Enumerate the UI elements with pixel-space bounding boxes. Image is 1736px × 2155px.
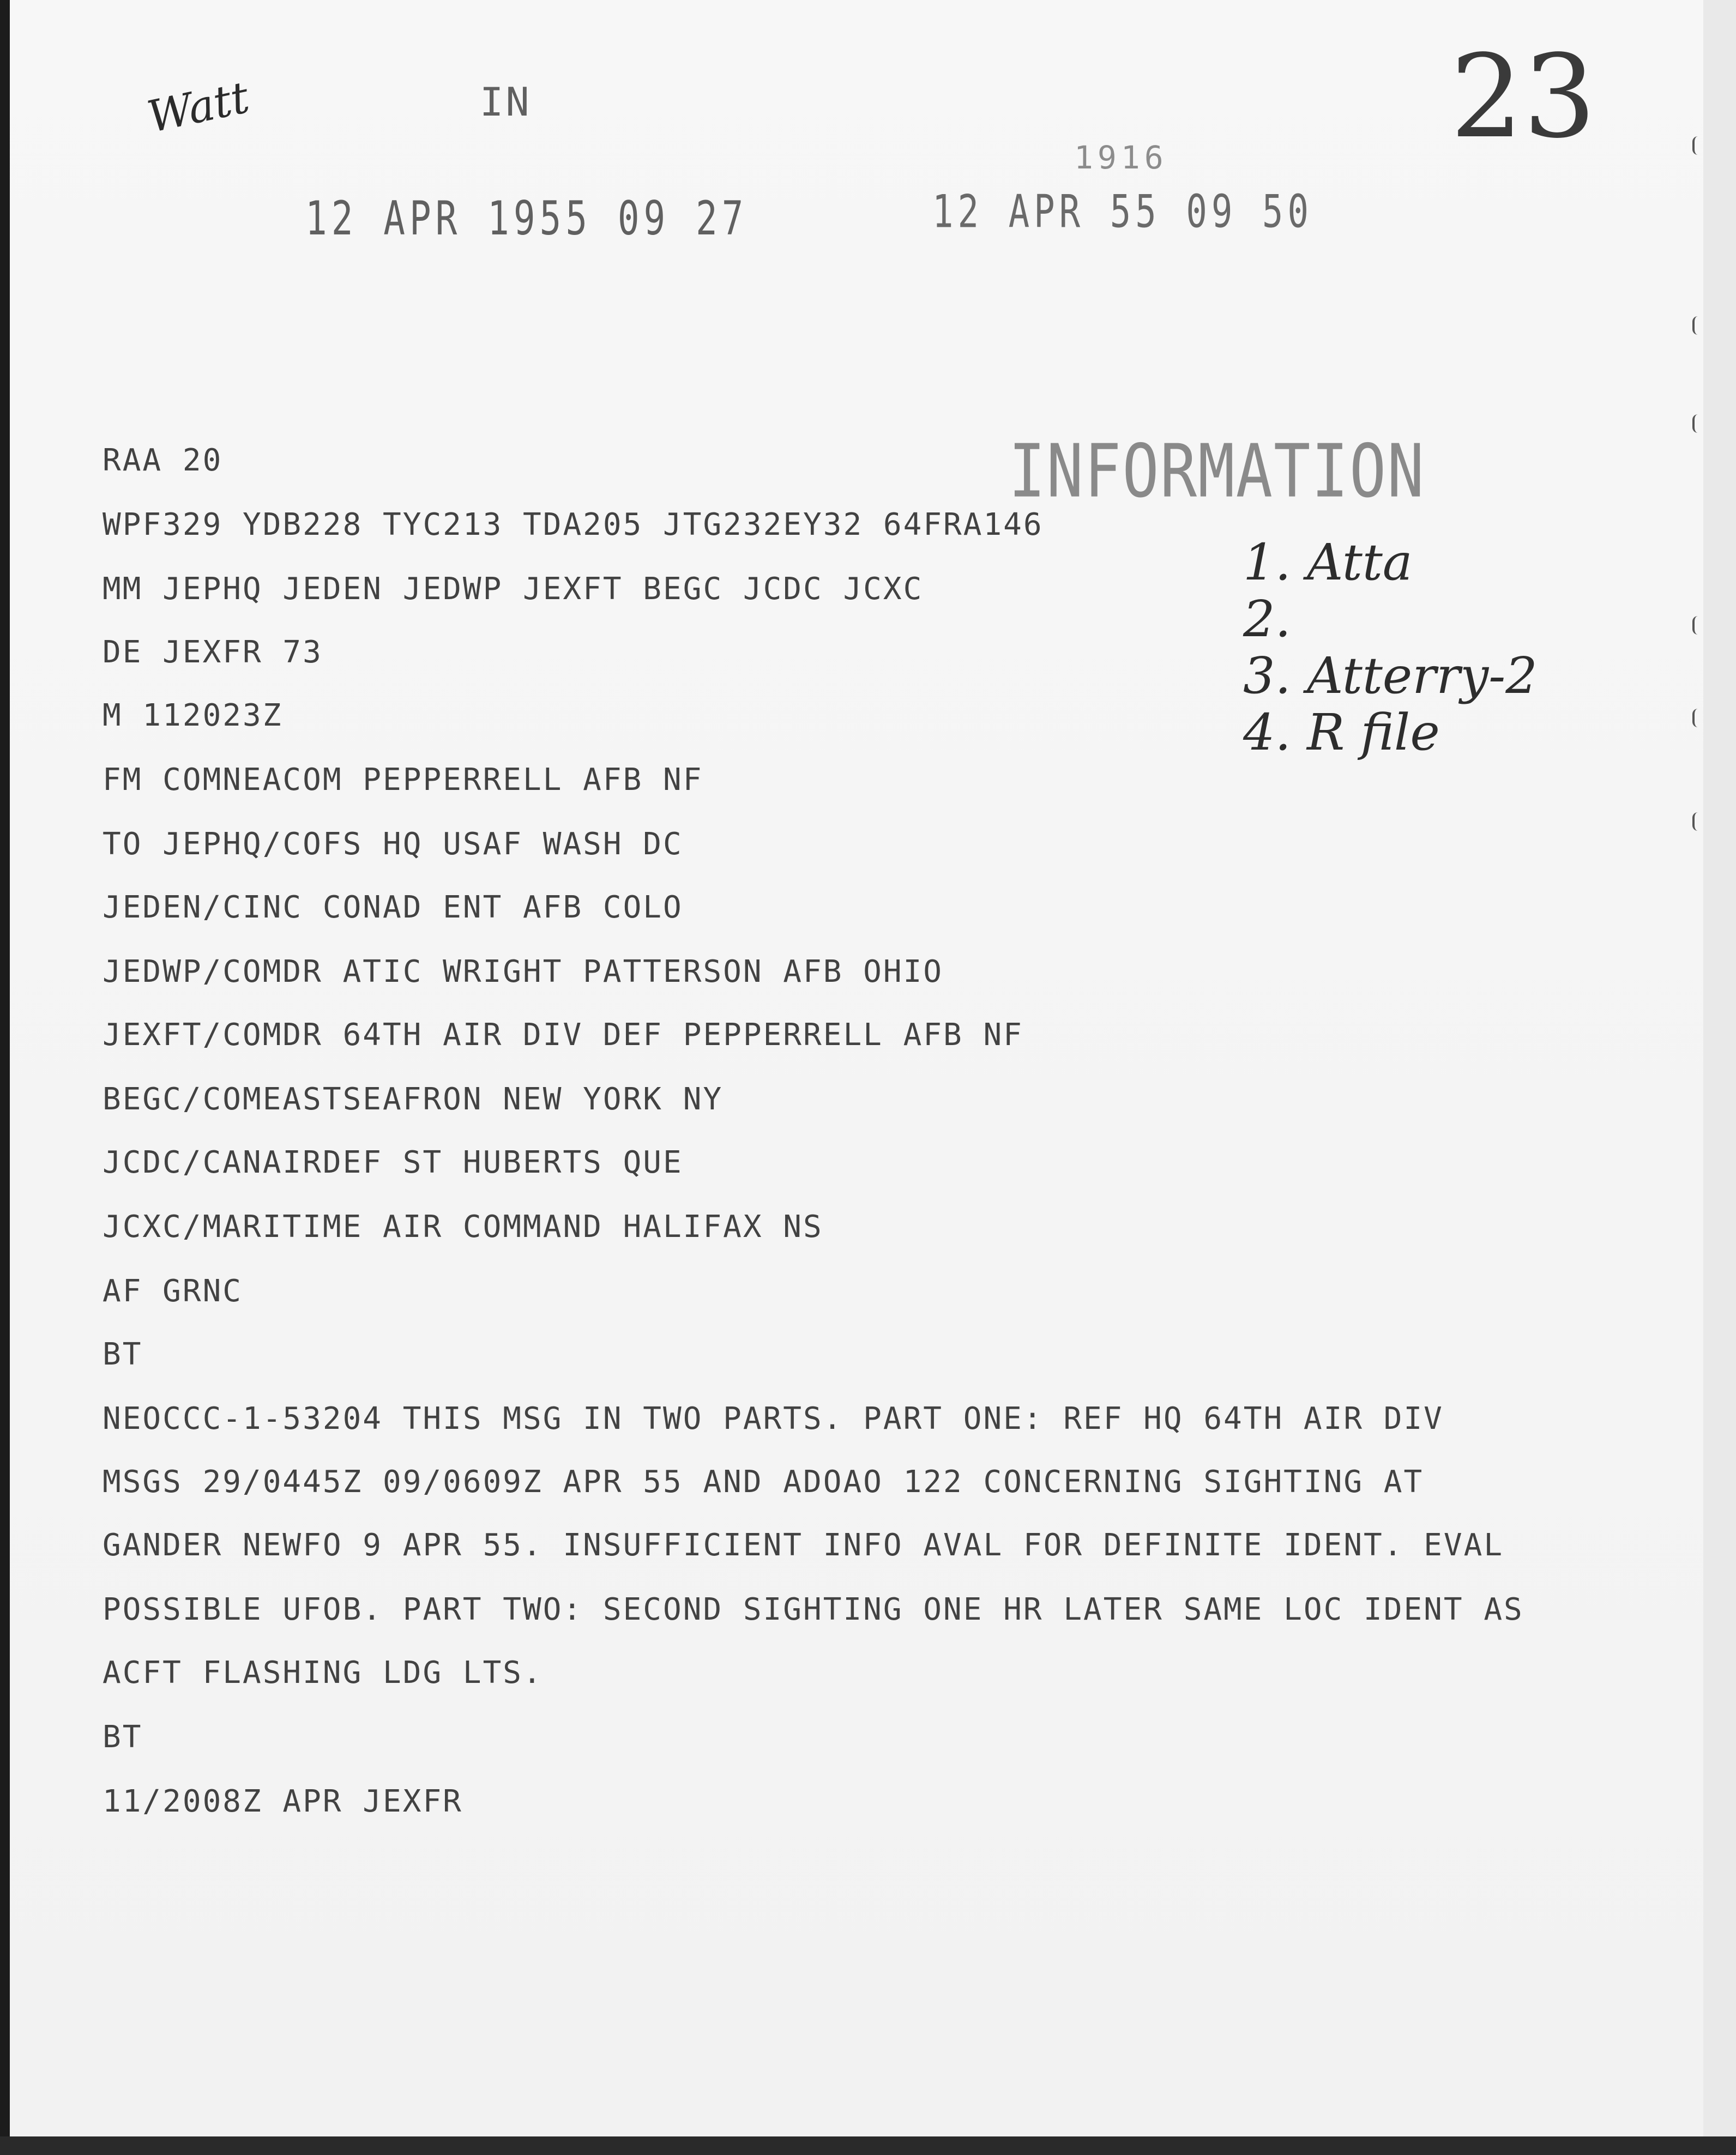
message-line: JEXFT/COMDR 64TH AIR DIV DEF PEPPERRELL AFB NF	[103, 1017, 1023, 1053]
message-line: JEDWP/COMDR ATIC WRIGHT PATTERSON AFB OHIO	[103, 954, 944, 989]
small-stamp: 1916	[1074, 139, 1168, 176]
second-time-stamp: 12 APR 55 09 50	[932, 185, 1313, 239]
film-edge-right	[1703, 0, 1736, 2155]
page-number: 23	[1450, 30, 1596, 164]
film-edge-bottom	[0, 2136, 1736, 2155]
received-stamp: 12 APR 1955 09 27	[305, 191, 748, 246]
information-stamp: INFORMATION	[1009, 429, 1425, 514]
in-label: IN	[480, 79, 532, 125]
message-line: WPF329 YDB228 TYC213 TDA205 JTG232EY32 64FRA146	[103, 507, 1044, 542]
message-line: BT	[103, 1719, 143, 1755]
message-line: FM COMNEACOM PEPPERRELL AFB NF	[103, 762, 703, 798]
margin-mark	[1692, 812, 1698, 831]
message-line: GANDER NEWFO 9 APR 55. INSUFFICIENT INFO AVAL FOR DEFINITE IDENT. EVAL	[103, 1528, 1504, 1563]
routing-line: 1. Atta	[1243, 533, 1413, 591]
routing-line: 2.	[1243, 590, 1291, 648]
message-line: ACFT FLASHING LDG LTS.	[103, 1655, 543, 1691]
message-line: MSGS 29/0445Z 09/0609Z APR 55 AND ADOAO 122 CONCERNING SIGHTING AT	[103, 1464, 1424, 1500]
margin-mark	[1692, 616, 1698, 635]
margin-mark	[1692, 316, 1698, 335]
routing-notes	[1243, 534, 1538, 761]
message-line: RAA 20	[103, 443, 223, 478]
message-line: DE JEXFR 73	[103, 635, 323, 670]
message-line: TO JEPHQ/COFS HQ USAF WASH DC	[103, 826, 683, 862]
message-line: 11/2008Z APR JEXFR	[103, 1784, 463, 1819]
message-line: M 112023Z	[103, 698, 283, 733]
margin-mark	[1692, 414, 1698, 433]
message-line: BT	[103, 1337, 143, 1372]
message-line: JCDC/CANAIRDEF ST HUBERTS QUE	[103, 1145, 683, 1180]
handwritten-initials: Watt	[143, 71, 254, 143]
routing-line: 4. R file	[1243, 703, 1440, 762]
message-line: JCXC/MARITIME AIR COMMAND HALIFAX NS	[103, 1209, 823, 1245]
margin-mark	[1692, 709, 1698, 727]
message-line: JEDEN/CINC CONAD ENT AFB COLO	[103, 890, 683, 925]
message-line: AF GRNC	[103, 1273, 243, 1309]
message-line: BEGC/COMEASTSEAFRON NEW YORK NY	[103, 1082, 724, 1117]
message-line: NEOCCC-1-53204 THIS MSG IN TWO PARTS. PART ONE: REF HQ 64TH AIR DIV	[103, 1401, 1444, 1436]
margin-mark	[1692, 136, 1698, 155]
message-line: POSSIBLE UFOB. PART TWO: SECOND SIGHTING ONE HR LATER SAME LOC IDENT AS	[103, 1592, 1524, 1627]
message-line: MM JEPHQ JEDEN JEDWP JEXFT BEGC JCDC JCXC	[103, 571, 924, 607]
film-edge-left	[0, 0, 10, 2155]
routing-line: 3. Atterry-2	[1243, 647, 1538, 705]
